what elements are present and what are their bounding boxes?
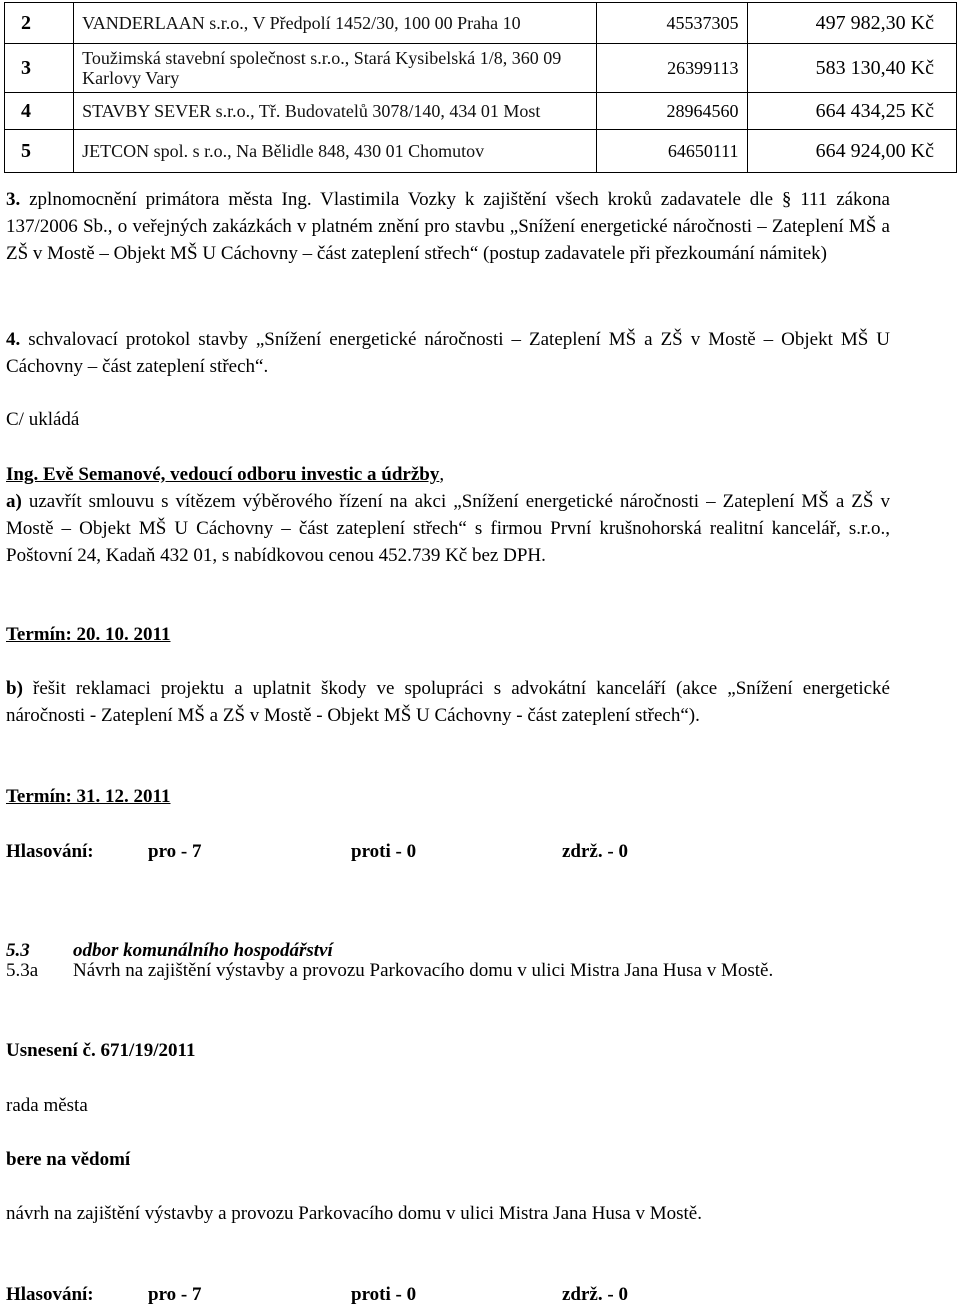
row-number: 2 xyxy=(5,3,74,44)
task-a-paragraph xyxy=(6,488,890,569)
item-number: 4. xyxy=(6,329,21,350)
voting-result-1 xyxy=(6,838,890,865)
company-name: STAVBY SEVER s.r.o., Tř. Budovatelů 3078/140, 434 01 Most xyxy=(74,93,597,130)
company-id: 28964560 xyxy=(597,93,747,130)
task-label: b) xyxy=(6,678,23,699)
voting-label: Hlasování: xyxy=(6,1284,94,1305)
voting-result-2 xyxy=(6,1281,890,1308)
table-row xyxy=(5,44,957,93)
deadline-text: Termín: 20. 10. 2011 xyxy=(6,624,171,645)
votes-abstain: zdrž. - 0 xyxy=(562,841,628,862)
company-id: 45537305 xyxy=(597,3,747,44)
item-3-paragraph xyxy=(6,186,890,267)
item-title: Návrh na zajištění výstavby a provozu Parkovacího domu v ulici Mistra Jana Husa v Mostě. xyxy=(73,960,774,981)
bid-price: 664 924,00 Kč xyxy=(747,130,957,173)
bid-price: 497 982,30 Kč xyxy=(747,3,957,44)
item-text: zplnomocnění primátora města Ing. Vlastimila Vozky k zajištění všech kroků zadavatele dle § 111 zákona 137/2006 Sb., o veřejných zakázkách v platném znění pro stavbu „Snížení energetické náročnosti – Zateplení MŠ a ZŠ v Mostě – Objekt MŠ U Cáchovny – část zateplení střech“ (postup zadavatele při přezkoumání námitek) xyxy=(6,189,890,264)
company-id: 26399113 xyxy=(597,44,747,93)
item-number: 3. xyxy=(6,189,21,210)
row-number: 5 xyxy=(5,130,74,173)
task-b-paragraph xyxy=(6,675,890,729)
votes-against: proti - 0 xyxy=(351,1284,417,1305)
item-number: 5.3a xyxy=(6,960,39,981)
table-row xyxy=(5,130,957,173)
company-name: Toužimská stavební společnost s.r.o., Stará Kysibelská 1/8, 360 09 Karlovy Vary xyxy=(74,44,597,93)
item-text: schvalovací protokol stavby „Snížení energetické náročnosti – Zateplení MŠ a ZŠ v Mostě – Objekt MŠ U Cáchovny – část zateplení střech“. xyxy=(6,329,890,377)
table-row xyxy=(5,3,957,44)
votes-for: pro - 7 xyxy=(148,1284,202,1305)
section-heading-uklada: C/ ukládá xyxy=(6,409,80,430)
votes-abstain: zdrž. - 0 xyxy=(562,1284,628,1305)
deadline-text: Termín: 31. 12. 2011 xyxy=(6,786,171,807)
votes-against: proti - 0 xyxy=(351,841,417,862)
bid-price: 664 434,25 Kč xyxy=(747,93,957,130)
company-name: JETCON spol. s r.o., Na Bělidle 848, 430 01 Chomutov xyxy=(74,130,597,173)
bid-price: 583 130,40 Kč xyxy=(747,44,957,93)
task-label: a) xyxy=(6,491,22,512)
voting-label: Hlasování: xyxy=(6,841,94,862)
item-5-3a xyxy=(6,957,890,1011)
task-text: uzavřít smlouvu s vítězem výběrového řízení na akci „Snížení energetické náročnosti – Zateplení MŠ a ZŠ v Mostě – Objekt MŠ U Cáchovny – část zateplení střech“ s firmou První krušnohorská realitní kancelář, s.r.o., Poštovní 24, Kadaň 432 01, s nabídkovou cenou 452.739 Kč bez DPH. xyxy=(6,491,890,566)
assignee-name: Ing. Evě Semanové, vedoucí odboru investic a údržby xyxy=(6,464,440,485)
acknowledges-heading: bere na vědomí xyxy=(6,1149,131,1170)
assignee-line xyxy=(6,461,890,488)
bid-table xyxy=(4,2,957,173)
section-number: 5.3 xyxy=(6,940,30,961)
section-title: odbor komunálního hospodářství xyxy=(73,940,333,961)
resolution-text: návrh na zajištění výstavby a provozu Parkovacího domu v ulici Mistra Jana Husa v Mostě. xyxy=(6,1203,702,1224)
assignee-tail: , xyxy=(439,464,445,485)
resolution-number: Usnesení č. 671/19/2011 xyxy=(6,1040,196,1061)
council-label: rada města xyxy=(6,1095,88,1116)
table-row xyxy=(5,93,957,130)
company-id: 64650111 xyxy=(597,130,747,173)
row-number: 4 xyxy=(5,93,74,130)
item-4-paragraph xyxy=(6,326,890,380)
votes-for: pro - 7 xyxy=(148,841,202,862)
task-text: řešit reklamaci projektu a uplatnit škody ve spolupráci s advokátní kanceláří (akce „Snížení energetické náročnosti - Zateplení MŠ a ZŠ v Mostě - Objekt MŠ U Cáchovny - část zateplení střech“). xyxy=(6,678,890,726)
deadline-1 xyxy=(6,621,890,648)
row-number: 3 xyxy=(5,44,74,93)
company-name: VANDERLAAN s.r.o., V Předpolí 1452/30, 100 00 Praha 10 xyxy=(74,3,597,44)
deadline-2 xyxy=(6,783,890,810)
